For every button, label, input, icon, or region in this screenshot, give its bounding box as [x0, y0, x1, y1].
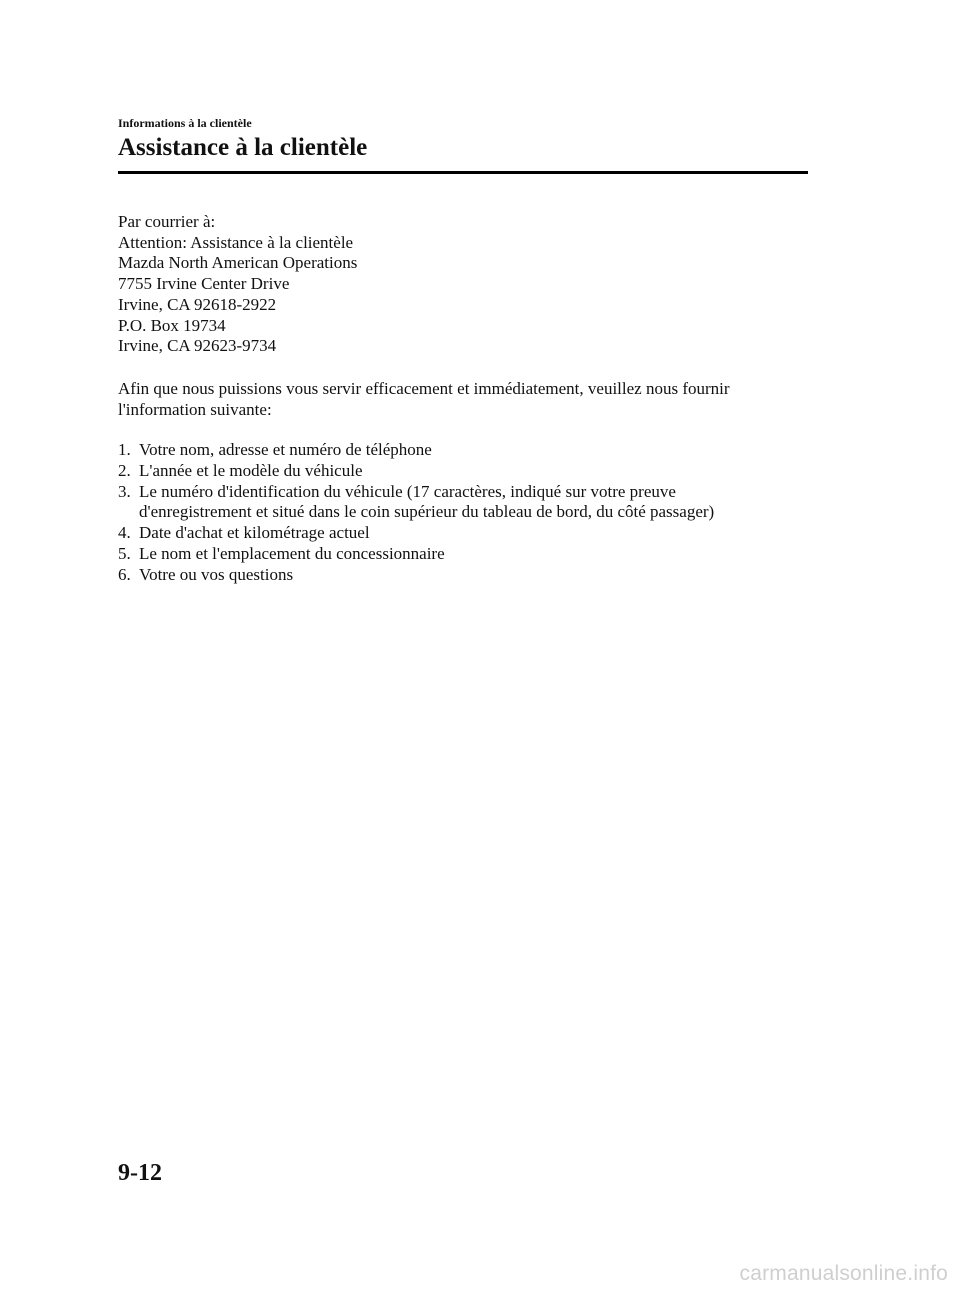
- page-title: Assistance à la clientèle: [118, 134, 368, 161]
- address-line: 7755 Irvine Center Drive: [118, 274, 290, 294]
- body-content: [118, 212, 808, 585]
- address-line: Par courrier à:: [118, 212, 216, 231]
- list-item-line: Votre nom, adresse et numéro de téléphone: [139, 440, 432, 460]
- list-item-number: 3.: [118, 481, 131, 501]
- title-rule: [118, 171, 808, 174]
- list-item-text: [139, 482, 808, 523]
- list-item: [118, 482, 808, 523]
- paragraph-line: l'information suivante:: [118, 399, 272, 419]
- list-item-number: 2.: [118, 461, 131, 481]
- list-item-line: L'année et le modèle du véhicule: [139, 461, 363, 481]
- address-line: Mazda North American Operations: [118, 253, 358, 273]
- list-item-line: d'enregistrement et situé dans le coin supérieur du tableau de bord, du côté passager): [139, 502, 715, 522]
- list-item-line: Le numéro d'identification du véhicule (17 caractères, indiqué sur votre preuve: [139, 481, 676, 501]
- list-item-text: [139, 544, 808, 565]
- list-item-line: Date d'achat et kilométrage actuel: [139, 523, 370, 543]
- list-item-number: 5.: [118, 543, 131, 563]
- list-item-line: Le nom et l'emplacement du concessionnaire: [139, 543, 445, 563]
- paragraph-line: Afin que nous puissions vous servir efficacement et immédiatement, veuillez nous fournir: [118, 378, 730, 398]
- watermark-text: carmanualsonline.info: [739, 1262, 948, 1285]
- list-item: [118, 565, 808, 586]
- list-item-text: [139, 461, 808, 482]
- list-item-text: [139, 523, 808, 544]
- list-item: [118, 544, 808, 565]
- address-line: P.O. Box 19734: [118, 315, 226, 335]
- address-line: Irvine, CA 92623-9734: [118, 336, 277, 356]
- list-item: [118, 523, 808, 544]
- list-item-text: [139, 440, 808, 461]
- address-line: Attention: Assistance à la clientèle: [118, 232, 354, 252]
- section-label: Informations à la clientèle: [118, 116, 252, 130]
- address-line: Irvine, CA 92618-2922: [118, 294, 277, 314]
- list-item-text: [139, 565, 808, 586]
- list-item-number: 4.: [118, 523, 131, 543]
- required-info-list: [118, 440, 808, 585]
- page-number: 9-12: [118, 1160, 162, 1186]
- list-item: [118, 440, 808, 461]
- list-item-number: 6.: [118, 564, 131, 584]
- mailing-address: [118, 212, 808, 357]
- list-item-line: Votre ou vos questions: [139, 564, 294, 584]
- list-item: [118, 461, 808, 482]
- list-item-number: 1.: [118, 440, 131, 460]
- intro-paragraph: [118, 379, 808, 420]
